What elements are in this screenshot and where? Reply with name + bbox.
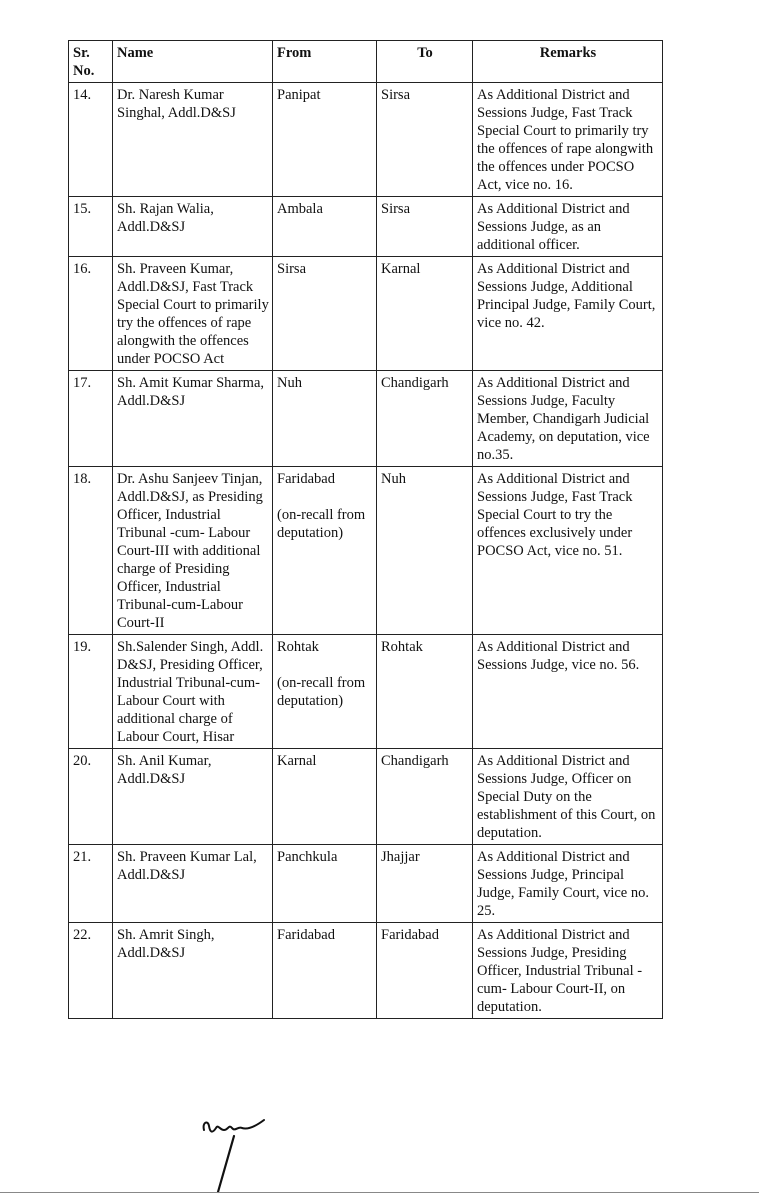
- cell-remarks: As Additional District and Sessions Judge, Fast Track Special Court to primarily try the offences of rape alongwith the offences under POCSO Act, vice no. 16.: [473, 83, 663, 197]
- from-place: Faridabad: [277, 927, 335, 943]
- cell-sr: 19.: [69, 635, 113, 749]
- cell-to: Karnal: [377, 257, 473, 371]
- cell-name: Dr. Ashu Sanjeev Tinjan, Addl.D&SJ, as Presiding Officer, Industrial Tribunal -cum- Labour Court-III with additional charge of Presiding Officer, Industrial Tribunal-cum-Labour Court-II: [113, 467, 273, 635]
- cell-remarks: As Additional District and Sessions Judge, vice no. 56.: [473, 635, 663, 749]
- cell-to: Chandigarh: [377, 371, 473, 467]
- table-row: [69, 749, 663, 845]
- from-note: (on-recall from deputation): [277, 507, 366, 541]
- from-place: Faridabad: [277, 471, 335, 487]
- cell-name: Sh.Salender Singh, Addl. D&SJ, Presiding Officer, Industrial Tribunal-cum- Labour Court with additional charge of Labour Court, Hisar: [113, 635, 273, 749]
- header-to: To: [377, 41, 473, 83]
- cell-name: Sh. Rajan Walia, Addl.D&SJ: [113, 197, 273, 257]
- table-row: [69, 83, 663, 197]
- cell-from: [273, 845, 377, 923]
- cell-remarks: As Additional District and Sessions Judge, Officer on Special Duty on the establishment of this Court, on deputation.: [473, 749, 663, 845]
- from-note: (on-recall from deputation): [277, 675, 366, 709]
- transfer-table: [68, 40, 663, 1019]
- header-remarks: Remarks: [473, 41, 663, 83]
- cell-sr: 22.: [69, 923, 113, 1019]
- cell-sr: 17.: [69, 371, 113, 467]
- cell-remarks: As Additional District and Sessions Judge, as an additional officer.: [473, 197, 663, 257]
- cell-sr: 21.: [69, 845, 113, 923]
- cell-from: [273, 257, 377, 371]
- cell-remarks: As Additional District and Sessions Judge, Faculty Member, Chandigarh Judicial Academy, on deputation, vice no.35.: [473, 371, 663, 467]
- cell-remarks: As Additional District and Sessions Judge, Principal Judge, Family Court, vice no. 25.: [473, 845, 663, 923]
- table-row: [69, 923, 663, 1019]
- cell-from: [273, 371, 377, 467]
- table-row: [69, 635, 663, 749]
- cell-from: [273, 749, 377, 845]
- cell-to: Rohtak: [377, 635, 473, 749]
- header-name: Name: [113, 41, 273, 83]
- cell-from: [273, 467, 377, 635]
- cell-to: Faridabad: [377, 923, 473, 1019]
- cell-name: Sh. Praveen Kumar, Addl.D&SJ, Fast Track Special Court to primarily try the offences of rape alongwith the offences under POCSO Act: [113, 257, 273, 371]
- cell-remarks: As Additional District and Sessions Judge, Fast Track Special Court to try the offences exclusively under POCSO Act, vice no. 51.: [473, 467, 663, 635]
- cell-sr: 14.: [69, 83, 113, 197]
- cell-name: Sh. Praveen Kumar Lal, Addl.D&SJ: [113, 845, 273, 923]
- bottom-rule: [0, 1192, 759, 1193]
- header-row: [69, 41, 663, 83]
- cell-to: Jhajjar: [377, 845, 473, 923]
- cell-sr: 16.: [69, 257, 113, 371]
- table-row: [69, 467, 663, 635]
- from-place: Panchkula: [277, 849, 338, 865]
- table-row: [69, 371, 663, 467]
- table-row: [69, 257, 663, 371]
- header-sr: Sr. No.: [69, 41, 113, 83]
- spacer: [277, 656, 373, 674]
- cell-to: Nuh: [377, 467, 473, 635]
- cell-remarks: As Additional District and Sessions Judge, Additional Principal Judge, Family Court, vice no. 42.: [473, 257, 663, 371]
- from-place: Karnal: [277, 753, 317, 769]
- cell-from: [273, 83, 377, 197]
- cell-sr: 20.: [69, 749, 113, 845]
- cell-to: Chandigarh: [377, 749, 473, 845]
- cell-to: Sirsa: [377, 197, 473, 257]
- cell-to: Sirsa: [377, 83, 473, 197]
- cell-from: [273, 635, 377, 749]
- header-from: From: [273, 41, 377, 83]
- from-place: Rohtak: [277, 639, 319, 655]
- table-row: [69, 197, 663, 257]
- cell-sr: 15.: [69, 197, 113, 257]
- cell-sr: 18.: [69, 467, 113, 635]
- cell-name: Sh. Amrit Singh, Addl.D&SJ: [113, 923, 273, 1019]
- cell-name: Sh. Amit Kumar Sharma, Addl.D&SJ: [113, 371, 273, 467]
- from-place: Ambala: [277, 201, 323, 217]
- cell-from: [273, 923, 377, 1019]
- cell-name: Dr. Naresh Kumar Singhal, Addl.D&SJ: [113, 83, 273, 197]
- cell-name: Sh. Anil Kumar, Addl.D&SJ: [113, 749, 273, 845]
- from-place: Panipat: [277, 87, 321, 103]
- cell-from: [273, 197, 377, 257]
- spacer: [277, 488, 373, 506]
- table-row: [69, 845, 663, 923]
- signature-mark: [198, 1108, 274, 1196]
- from-place: Sirsa: [277, 261, 306, 277]
- cell-remarks: As Additional District and Sessions Judge, Presiding Officer, Industrial Tribunal -cum- Labour Court-II, on deputation.: [473, 923, 663, 1019]
- from-place: Nuh: [277, 375, 302, 391]
